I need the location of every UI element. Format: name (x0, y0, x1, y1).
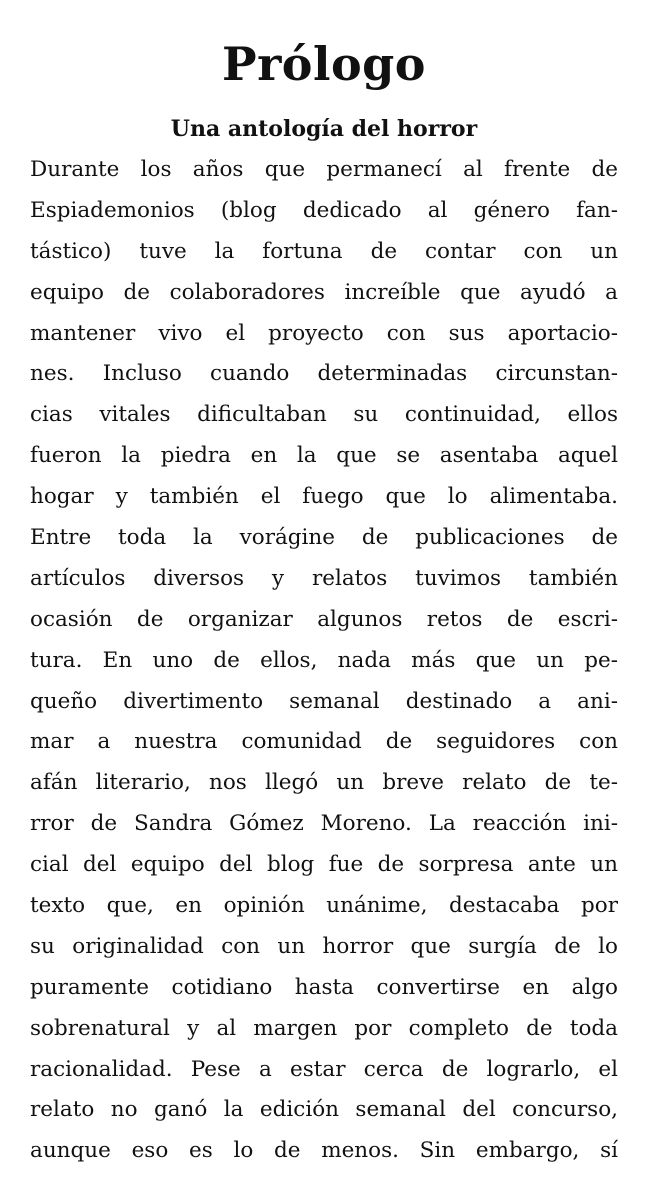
text-line: artículos diversos y relatos tuvimos también (30, 565, 618, 591)
text-line: su originalidad con un horror que surgía de lo (30, 933, 618, 959)
text-line: texto que, en opinión unánime, destacaba por (30, 893, 618, 919)
text-line: ocasión de organizar algunos retos de escri- (30, 606, 618, 632)
text-line: Espiademonios (blog dedicado al género fan- (30, 197, 618, 223)
text-line: mantener vivo el proyecto con sus aportacio- (30, 320, 618, 346)
text-line: nes. Incluso cuando determinadas circunstan- (30, 361, 618, 387)
text-line: relato no ganó la edición semanal del concurso, (30, 1097, 618, 1123)
text-line: afán literario, nos llegó un breve relato de te- (30, 770, 618, 796)
body-text (30, 150, 618, 1172)
text-line: Entre toda la vorágine de publicaciones de (30, 525, 618, 551)
text-line: equipo de colaboradores increíble que ayudó a (30, 279, 618, 305)
text-line: aunque eso es lo de menos. Sin embargo, sí (30, 1138, 618, 1164)
text-line: sobrenatural y al margen por completo de toda (30, 1015, 618, 1041)
text-line: hogar y también el fuego que lo alimentaba. (30, 484, 618, 510)
text-line: rror de Sandra Gómez Moreno. La reacción ini- (30, 811, 618, 837)
text-line: fueron la piedra en la que se asentaba aquel (30, 443, 618, 469)
text-line: racionalidad. Pese a estar cerca de lograrlo, el (30, 1056, 618, 1082)
text-line: mar a nuestra comunidad de seguidores con (30, 729, 618, 755)
text-line: cias vitales dificultaban su continuidad, ellos (30, 402, 618, 428)
text-line: cial del equipo del blog fue de sorpresa ante un (30, 852, 618, 878)
text-line: queño divertimento semanal destinado a ani- (30, 688, 618, 714)
text-line: puramente cotidiano hasta convertirse en algo (30, 974, 618, 1000)
text-line: tura. En uno de ellos, nada más que un pe- (30, 647, 618, 673)
text-line: Durante los años que permanecí al frente de (30, 157, 618, 182)
text-line: tástico) tuve la fortuna de contar con un (30, 238, 618, 264)
chapter-title: Prólogo (221, 37, 426, 91)
chapter-subtitle: Una antología del horror (170, 116, 478, 142)
